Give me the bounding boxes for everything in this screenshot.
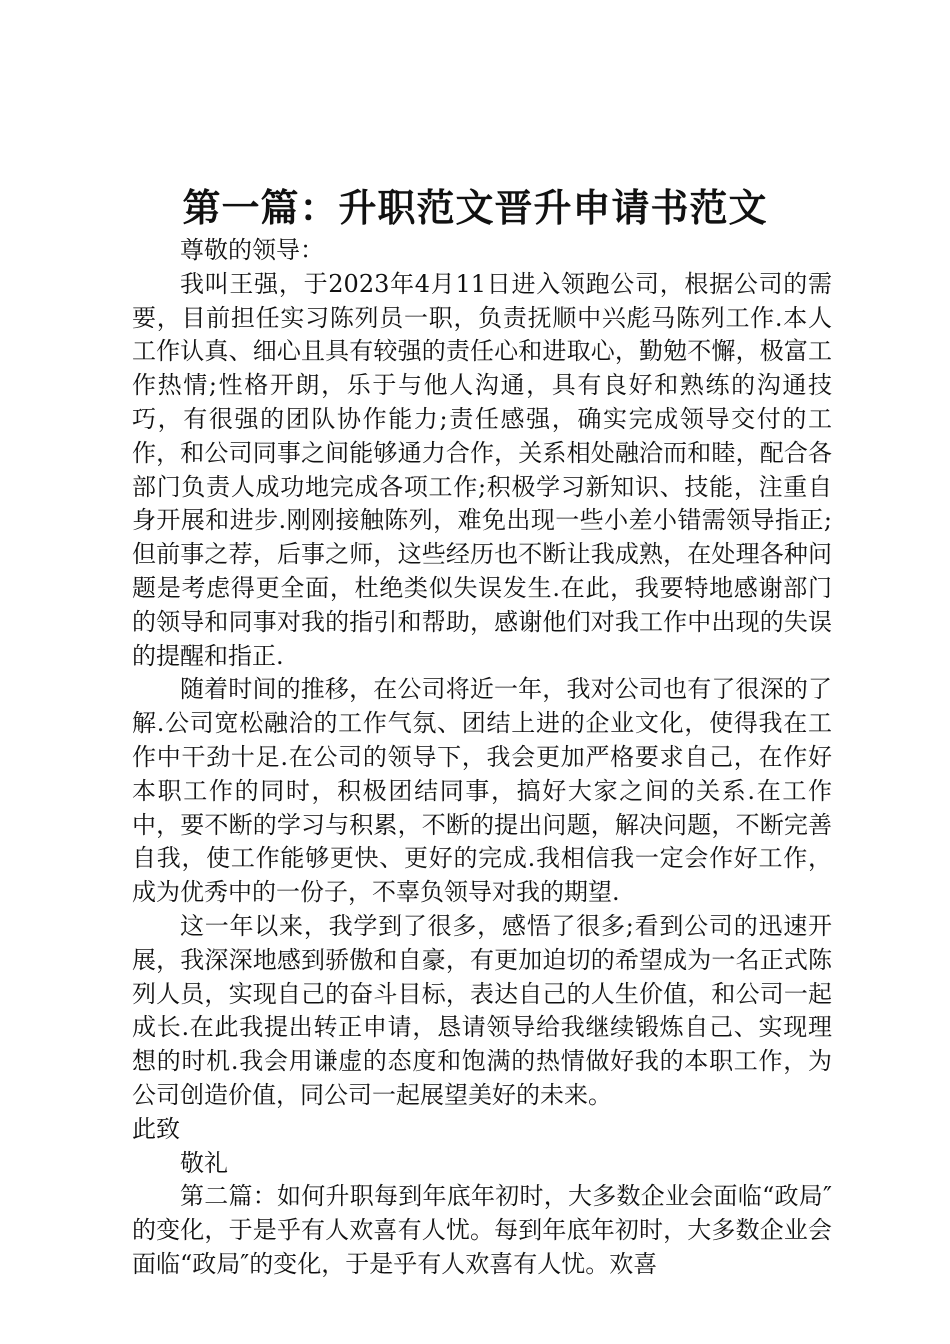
paragraph-introduction: 我叫王强，于2023年4月11日进入领跑公司，根据公司的需要，目前担任实习陈列员一职，负责抚顺中兴彪马陈列工作.本人工作认真、细心且具有较强的责任心和进取心，勤勉不懈，极富工作热情;性格开朗，乐于与他人沟通，具有良好和熟练的沟通技巧，有很强的团队协作能力;责任感强，确实完成领导交付的工作，和公司同事之间能够通力合作，关系相处融洽而和睦，配合各部门负责人成功地完成各项工作;积极学习新知识、技能，注重自身开展和进步.刚刚接触陈列，难免出现一些小差小错需领导指正;但前事之荐，后事之师，这些经历也不断让我成熟，在处理各种问题是考虑得更全面，杜绝类似失误发生.在此，我要特地感谢部门的领导和同事对我的指引和帮助，感谢他们对我工作中出现的失误的提醒和指正. (132, 269, 832, 670)
paragraph-second-article: 第二篇：如何升职每到年底年初时，大多数企业会面临“政局″的变化，于是乎有人欢喜有人忧。每到年底年初时，大多数企业会面临“政局″的变化，于是乎有人欢喜有人忧。欢喜 (132, 1182, 832, 1278)
closing-cizhi: 此致 (132, 1114, 180, 1143)
paragraph-company-understanding: 随着时间的推移，在公司将近一年，我对公司也有了很深的了解.公司宽松融洽的工作气氛、团结上进的企业文化，使得我在工作中干劲十足.在公司的领导下，我会更加严格要求自己，在作好本职工作的同时，积极团结同事，搞好大家之间的关系.在工作中，要不断的学习与积累，不断的提出问题，解决问题，不断完善自我，使工作能够更快、更好的完成.我相信我一定会作好工作，成为优秀中的一份子，不辜负领导对我的期望. (132, 675, 832, 907)
document-title: 第一篇：升职范文晋升申请书范文 (182, 185, 768, 230)
document-body (132, 234, 832, 1282)
paragraph-application: 这一年以来，我学到了很多，感悟了很多;看到公司的迅速开展，我深深地感到骄傲和自豪，有更加迫切的希望成为一名正式陈列人员，实现自己的奋斗目标，表达自己的人生价值，和公司一起成长.在此我提出转正申请，恳请领导给我继续锻炼自己、实现理想的时机.我会用谦虚的态度和饱满的热情做好我的本职工作，为公司创造价值，同公司一起展望美好的未来。 (132, 911, 832, 1109)
salutation: 尊敬的领导： (180, 236, 324, 264)
closing-jingli: 敬礼 (180, 1148, 228, 1177)
